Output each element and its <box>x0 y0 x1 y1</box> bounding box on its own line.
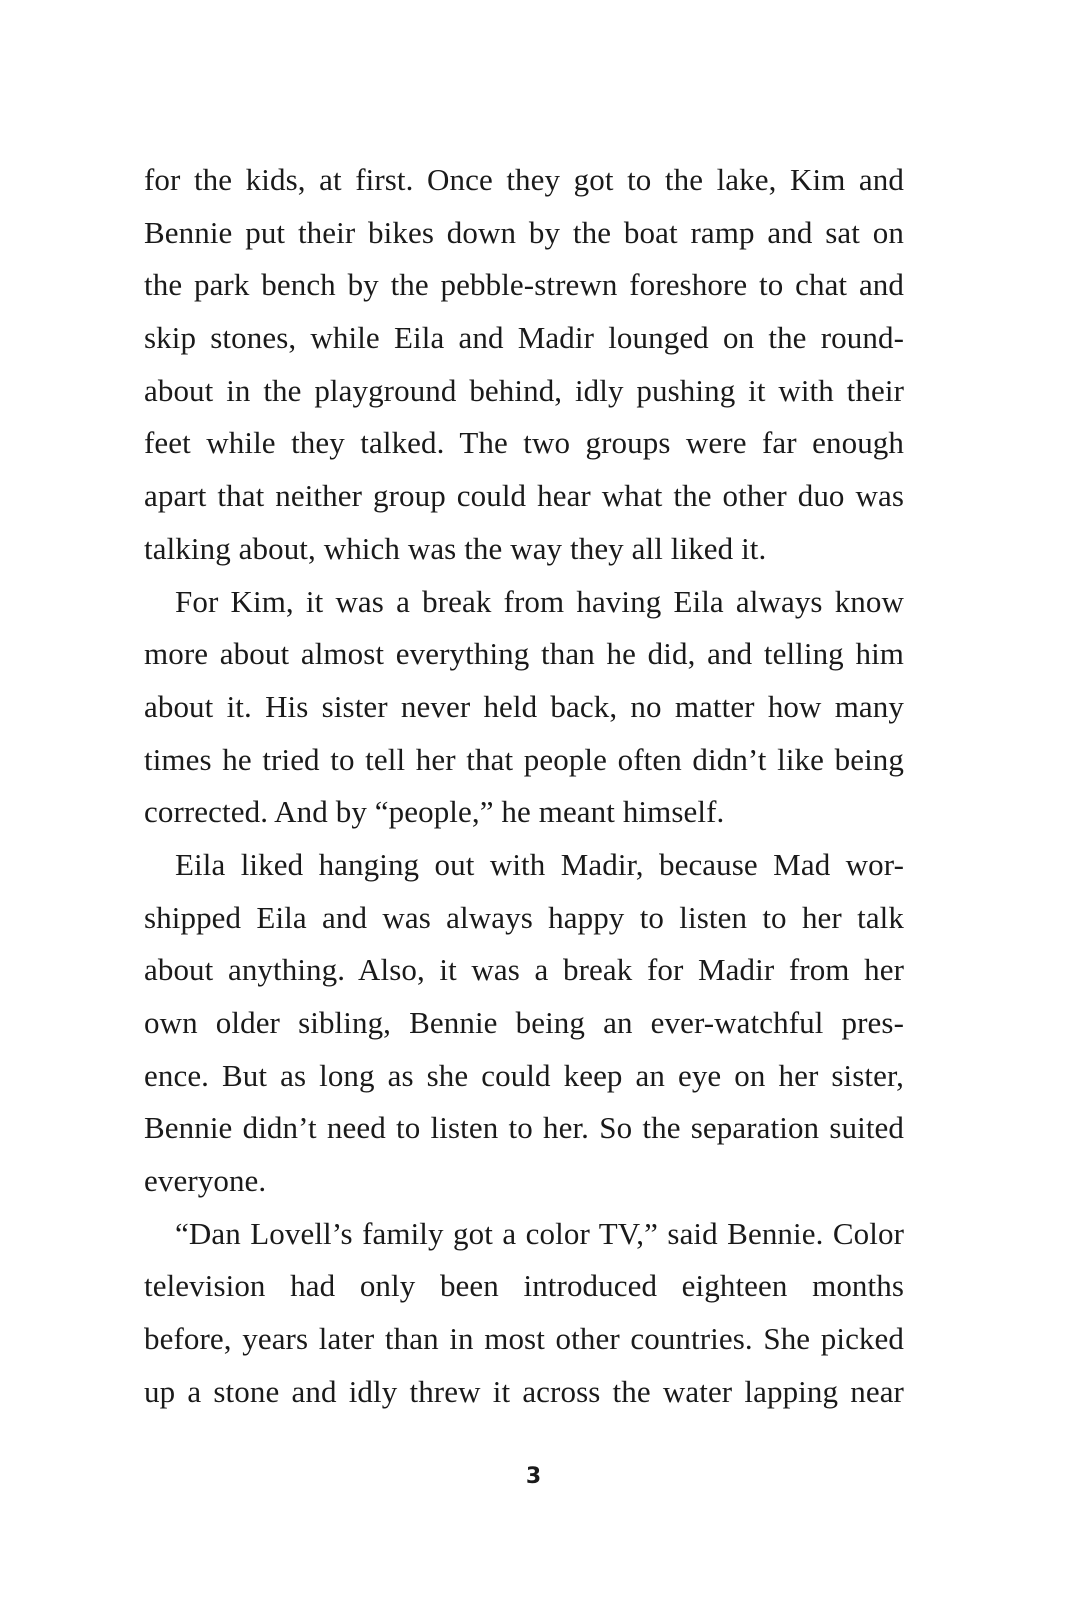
text-line: times he tried to tell her that people often didn’t like being <box>144 741 904 777</box>
text-line: up a stone and idly threw it across the water lapping near <box>144 1373 904 1409</box>
paragraph-1 <box>144 154 904 576</box>
text-line: ence. But as long as she could keep an eye on her sister, <box>144 1057 904 1093</box>
text-line: for the kids, at first. Once they got to the lake, Kim and <box>144 162 904 197</box>
paragraph-2 <box>144 576 904 839</box>
text-line: about anything. Also, it was a break for Madir from her <box>144 952 904 988</box>
text-line: before, years later than in most other countries. She picked <box>144 1321 904 1357</box>
text-line: skip stones, while Eila and Madir lounged on the round- <box>144 320 904 356</box>
text-line: “Dan Lovell’s family got a color TV,” said Bennie. Color <box>175 1215 904 1251</box>
page-body <box>144 154 904 1419</box>
text-line: more about almost everything than he did, and telling him <box>144 636 904 672</box>
text-line: Bennie put their bikes down by the boat ramp and sat on <box>144 214 904 250</box>
text-line: everyone. <box>144 1163 267 1199</box>
text-line: corrected. And by “people,” he meant himself. <box>144 794 725 830</box>
page-number: 3 <box>525 1464 542 1489</box>
text-line: own older sibling, Bennie being an ever-watchful pres- <box>144 1005 904 1040</box>
text-line: about in the playground behind, idly pushing it with their <box>144 372 904 408</box>
text-line: talking about, which was the way they all liked it. <box>144 530 767 566</box>
text-line: the park bench by the pebble-strewn foreshore to chat and <box>144 267 904 303</box>
text-line: about it. His sister never held back, no matter how many <box>144 688 904 724</box>
text-line: shipped Eila and was always happy to listen to her talk <box>144 899 904 935</box>
text-line: feet while they talked. The two groups were far enough <box>144 425 904 461</box>
text-line: apart that neither group could hear what the other duo was <box>144 478 904 514</box>
text-line: Eila liked hanging out with Madir, because Mad wor- <box>175 846 904 882</box>
text-line: television had only been introduced eighteen months <box>144 1268 904 1304</box>
text-line: Bennie didn’t need to listen to her. So the separation suited <box>144 1110 904 1146</box>
text-line: For Kim, it was a break from having Eila always know <box>175 583 904 619</box>
paragraph-3 <box>144 839 904 1208</box>
paragraph-4 <box>144 1208 904 1419</box>
